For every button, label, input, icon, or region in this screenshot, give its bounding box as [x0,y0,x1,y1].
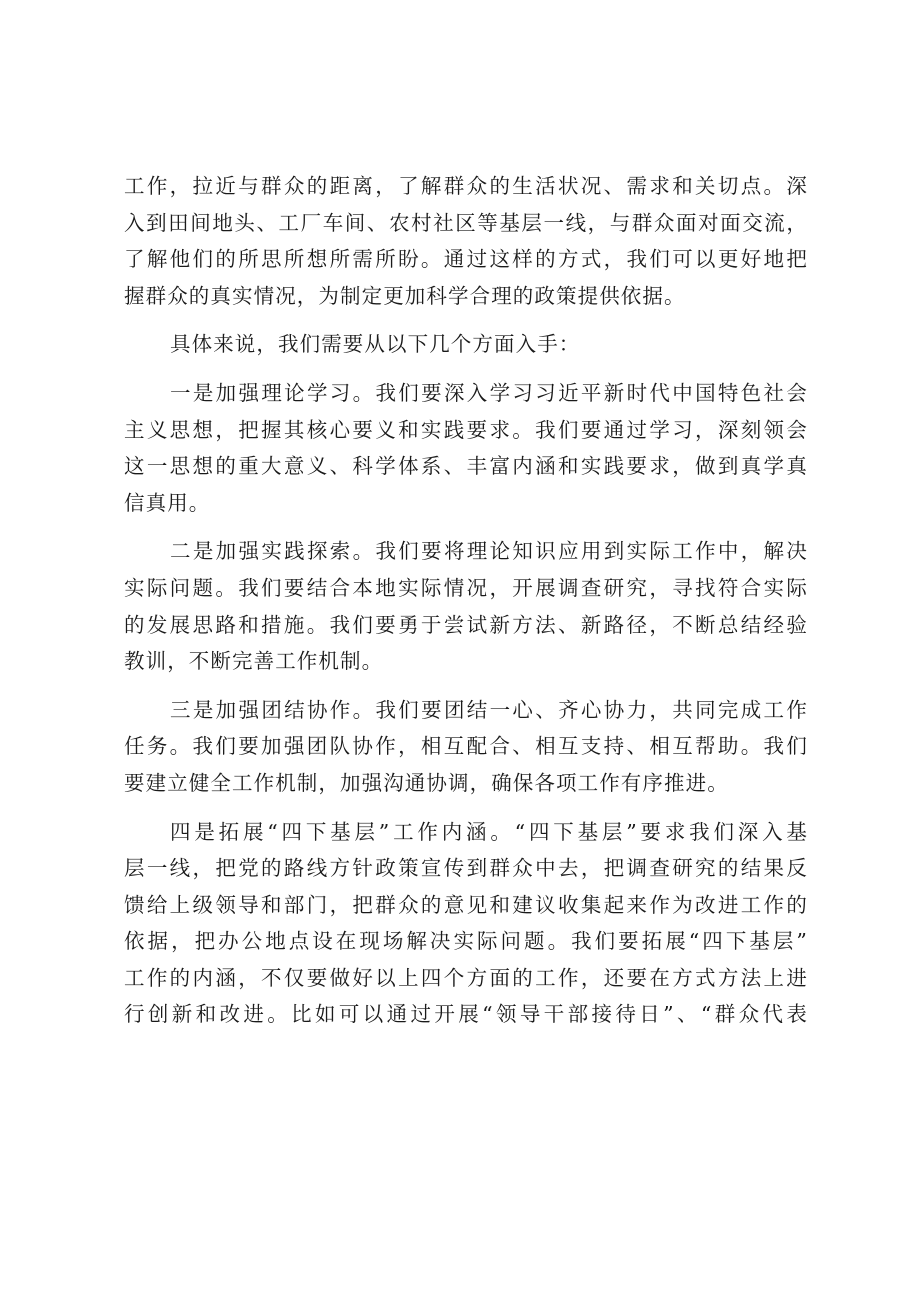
text-line: 三是加强团结协作。我们要团结一心、齐心协力，共同完成工作 [170,697,808,722]
text-line: 四是拓展“四下基层”工作内涵。“四下基层”要求我们深入基 [170,819,808,844]
paragraph-2 [124,326,808,363]
text-line: 入到田间地头、工厂车间、农村社区等基层一线，与群众面对面交流， [124,210,808,235]
paragraph-5 [124,692,808,802]
text-line: 主义思想，把握其核心要义和实践要求。我们要通过学习，深刻领会 [124,417,808,442]
text-line: 握群众的真实情况，为制定更加科学合理的政策提供依据。 [124,283,686,308]
text-line: 实际问题。我们要结合本地实际情况，开展调查研究，寻找符合实际 [124,575,808,600]
paragraph-4 [124,533,808,679]
text-line: 要建立健全工作机制，加强沟通协调，确保各项工作有序推进。 [124,770,729,795]
text-line: 层一线，把党的路线方针政策宣传到群众中去，把调查研究的结果反 [124,856,808,881]
text-line: 一是加强理论学习。我们要深入学习习近平新时代中国特色社会 [170,380,808,405]
text-line: 依据，把办公地点设在现场解决实际问题。我们要拓展“四下基层” [124,929,808,954]
text-line: 二是加强实践探索。我们要将理论知识应用到实际工作中，解决 [170,539,808,564]
text-line: 具体来说，我们需要从以下几个方面入手： [170,332,581,357]
paragraph-6 [124,814,808,1034]
text-line: 信真用。 [124,490,211,515]
text-line: 馈给上级领导和部门，把群众的意见和建议收集起来作为改进工作的 [124,892,808,917]
text-line: 行创新和改进。比如可以通过开展“领导干部接待日”、“群众代表 [124,1002,808,1027]
text-line: 教训，不断完善工作机制。 [124,649,384,674]
text-line: 任务。我们要加强团队协作，相互配合、相互支持、相互帮助。我们 [124,734,808,759]
text-line: 的发展思路和措施。我们要勇于尝试新方法、新路径，不断总结经验 [124,612,808,637]
text-line: 工作，拉近与群众的距离，了解群众的生活状况、需求和关切点。深 [124,174,808,198]
document-body [124,168,808,1033]
text-line: 工作的内涵，不仅要做好以上四个方面的工作，还要在方式方法上进 [124,965,808,990]
paragraph-3 [124,375,808,521]
text-line: 了解他们的所思所想所需所盼。通过这样的方式，我们可以更好地把 [124,247,808,272]
paragraph-1 [124,168,808,314]
text-line: 这一思想的重大意义、科学体系、丰富内涵和实践要求，做到真学真 [124,454,808,479]
